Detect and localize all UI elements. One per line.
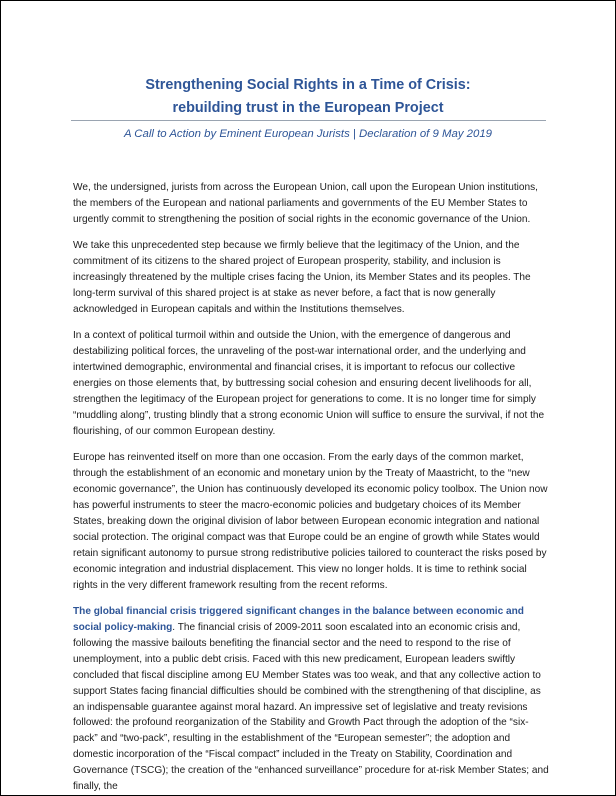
paragraph-5-lead: The global financial crisis triggered significant changes in the balance between economic and social policy-making [73,606,524,634]
paragraph-5 [73,604,549,795]
paragraph-4: Europe has reinvented itself on more than one occasion. From the early days of the common market, through the establishment of an economic and monetary union by the Treaty of Maastricht, to the “new economic governance”, the Union has continuously developed its economic policy toolbox. The Union now has powerful instruments to steer the macro-economic policies and budgetary choices of its Member States, breaking down the original division of labor between European economic integration and national social protection. The original compact was that Europe could be an engine of growth while States would retain significant autonomy to pursue strong redistributive policies tailored to counteract the risks posed by economic integration and industrial displacement. This view no longer holds. It is time to rethink social rights in the very different framework resulting from the recent reforms. [73,452,548,591]
document-title-line-2: rebuilding trust in the European Project [172,100,444,116]
title-divider [71,120,546,121]
document-title-line-1: Strengthening Social Rights in a Time of Crisis: [145,77,471,93]
paragraph-1: We, the undersigned, jurists from across the European Union, call upon the European Union institutions, the members of the European and national parliaments and governments of the EU Member States to urgently commit to strengthening the position of social rights in the economic governance of the Union. [73,182,538,225]
document-subtitle: A Call to Action by Eminent European Jurists | Declaration of 9 May 2019 [123,128,493,140]
paragraph-2: We take this unprecedented step because we firmly believe that the legitimacy of the Union, and the commitment of its citizens to the shared project of European prosperity, stability, and inclusion is increasingly threatened by the multiple crises facing the Union, its Member States and its peoples. The long-term survival of this shared project is at stake as never before, a fact that is now generally acknowledged in European capitals and within the Institutions themselves. [73,240,531,315]
paragraph-3: In a context of political turmoil within and outside the Union, with the emergence of dangerous and destabilizing political forces, the unraveling of the post-war international order, and the underlying and intertwined demographic, environmental and financial crises, it is important to refocus our collective energies on those elements that, by buttressing social cohesion and ensuring decent livelihoods for all, strengthen the legitimacy of the European project for generations to come. It is no longer time for simply “muddling along”, trusting blindly that a strong economic Union will suffice to ensure the survival, if not the flourishing, of our common European destiny. [73,330,545,437]
document-body [73,180,549,796]
paragraph-5-rest: . The financial crisis of 2009-2011 soon escalated into an economic crisis and, following the massive bailouts benefiting the financial sector and the need to respond to the rise of unemployment, into a public debt crisis. Faced with this new predicament, European leaders swiftly concluded that fiscal discipline among EU Member States was too weak, and that any collective action to support States facing financial difficulties should be combined with the strengthening of that discipline, as an indispensable guarantee against moral hazard. An impressive set of legislative and treaty revisions followed: the profound reorganization of the Stability and Growth Pact through the adoption of the “six-pack” and “two-pack”, resulting in the establishment of the “European semester”; the adoption and domestic incorporation of the “Fiscal compact” included in the Treaty on Stability, Coordination and Governance (TSCG); the creation of the “enhanced surveillance” procedure for at-risk Member States; and finally, the [73,622,549,793]
